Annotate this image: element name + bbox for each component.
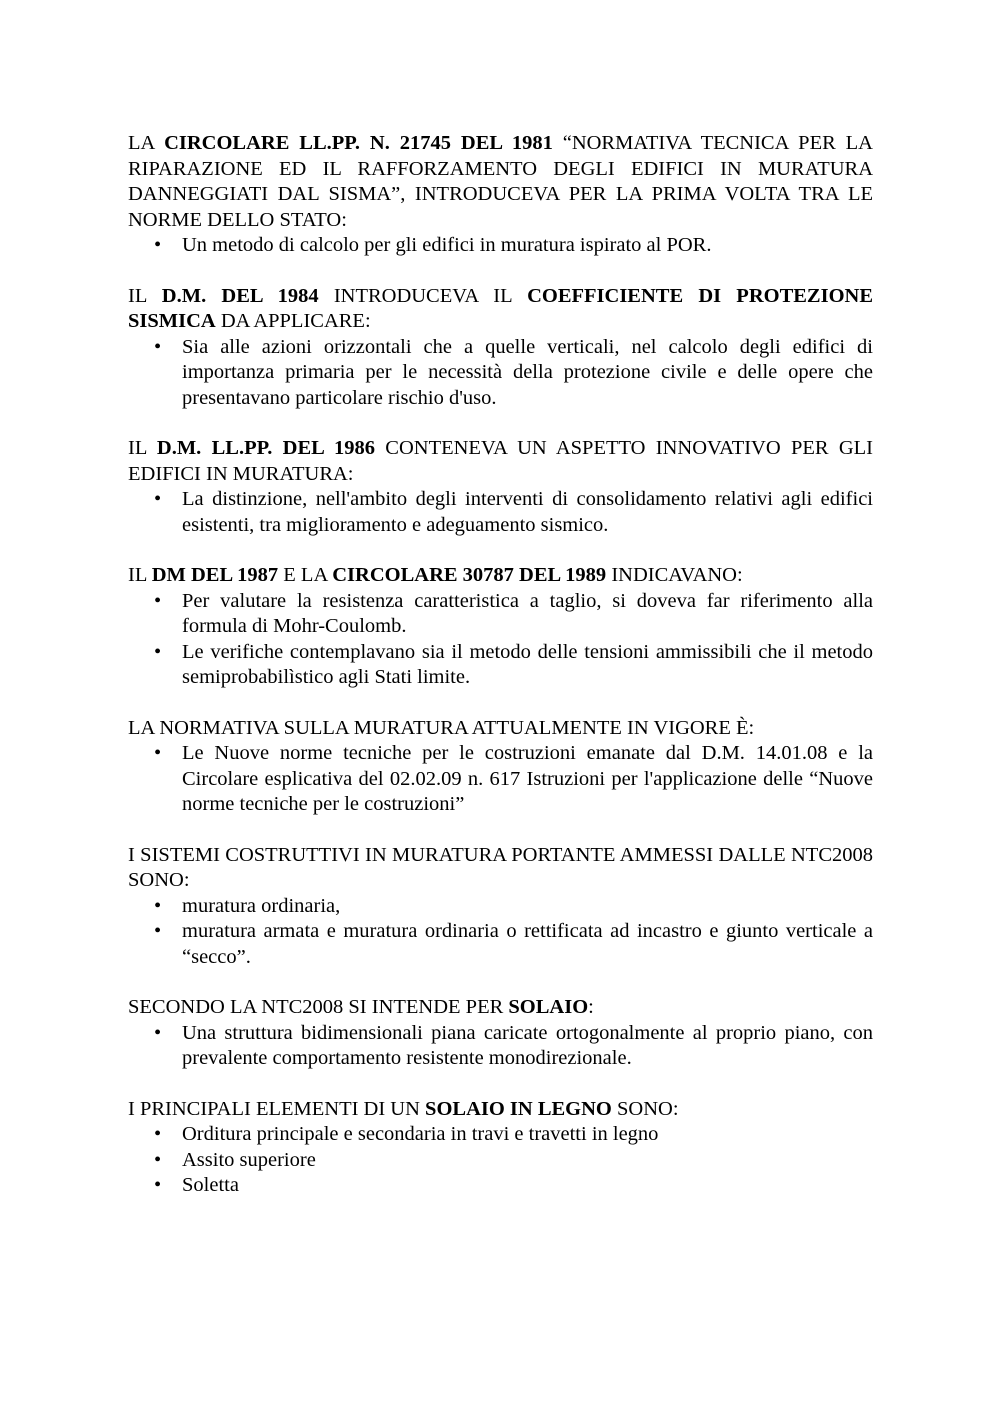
bullet-icon: • [154,589,162,612]
bullet-icon: • [154,1148,162,1171]
bullet-icon: • [154,335,162,358]
heading-text: I SISTEMI COSTRUTTIVI IN MURATURA PORTANTE AMMESSI DALLE NTC2008 SONO: [128,843,873,891]
list-item [128,233,873,259]
heading-text: INTRODUCEVA IL [318,284,528,307]
heading-text: CONTENEVA UN ASPETTO INNOVATIVO PER GLI EDIFICI IN MURATURA: [128,437,873,485]
list-item-text: Le Nuove norme tecniche per le costruzioni emanate dal D.M. 14.01.08 e la Circolare esplicativa del 02.02.09 n. 617 Istruzioni per l'applicazione delle “Nuove norme tecniche per le costruzioni” [182,742,873,815]
bullet-list [128,1122,873,1199]
bullet-list [128,1021,873,1072]
list-item-text: Orditura principale e secondaria in travi e travetti in legno [182,1123,659,1145]
list-item-text: Un metodo di calcolo per gli edifici in muratura ispirato al POR. [182,234,712,256]
heading-text: IL [128,284,162,307]
list-item [128,589,873,640]
list-item-text: Assito superiore [182,1148,316,1171]
heading-text: LA [128,132,165,154]
section-heading [128,716,873,742]
heading-text: IL [128,564,152,586]
heading-text: E LA [278,564,333,586]
section-heading [128,995,873,1021]
list-item [128,1148,873,1174]
bullet-icon: • [154,1174,162,1196]
section-dm-1986 [128,436,873,538]
section-heading [128,436,873,487]
list-item-text: Per valutare la resistenza caratteristica a taglio, si doveva far riferimento alla formula di Mohr-Coulomb. [182,589,873,637]
list-item [128,1122,873,1148]
heading-bold-text: D.M. LL.PP. DEL 1986 [156,437,375,459]
list-item-text: Una struttura bidimensionali piana caricate ortogonalmente al proprio piano, con prevalente comportamento resistente monodirezionale. [182,1021,873,1069]
heading-text: I PRINCIPALI ELEMENTI DI UN [128,1097,426,1120]
heading-bold-text: SOLAIO IN LEGNO [425,1097,612,1120]
document-page [128,131,873,1224]
list-item [128,1021,873,1072]
list-item [128,741,873,818]
section-circolare-1981 [128,131,873,259]
list-item-text: La distinzione, nell'ambito degli interventi di consolidamento relativi agli edifici esistenti, tra miglioramento e adeguamento sismico. [182,488,873,536]
heading-text: “NORMATIVA TECNICA PER LA RIPARAZIONE ED IL RAFFORZAMENTO DEGLI EDIFICI IN MURATURA DANNEGGIATI DAL SISMA”, INTRODUCEVA PER LA PRIMA VOLTA TRA LE NORME DELLO STATO: [128,132,873,231]
list-item-text: Soletta [182,1174,239,1196]
heading-text: : [588,996,594,1018]
section-normativa-vigore [128,716,873,818]
heading-text: LA NORMATIVA SULLA MURATURA ATTUALMENTE IN VIGORE È: [128,716,755,739]
bullet-list [128,894,873,971]
bullet-icon: • [154,894,162,917]
bullet-icon: • [154,234,162,256]
section-heading [128,284,873,335]
bullet-list [128,741,873,818]
section-heading [128,563,873,589]
section-dm-1984 [128,284,873,412]
section-dm-1987 [128,563,873,691]
section-solaio [128,995,873,1072]
list-item [128,640,873,691]
heading-bold-text: D.M. DEL 1984 [161,284,319,307]
bullet-icon: • [154,488,162,510]
section-heading [128,1097,873,1123]
list-item [128,919,873,970]
list-item [128,1173,873,1199]
heading-bold-text: CIRCOLARE LL.PP. N. 21745 DEL 1981 [164,132,553,154]
bullet-list [128,233,873,259]
list-item [128,335,873,412]
list-item-text: Le verifiche contemplavano sia il metodo delle tensioni ammissibili che il metodo semiprobabilìstico agli Stati limite. [182,640,873,688]
heading-bold-text: COEFFICIENTE DI PROTEZIONE SISMICA [128,284,874,332]
list-item-text: Sia alle azioni orizzontali che a quelle verticali, nel calcolo degli edifici di importanza primaria per le necessità della protezione civile e delle opere che presentavano particolare rischio d'uso. [182,335,873,409]
section-sistemi-costruttivi [128,843,873,971]
heading-bold-text: SOLAIO [508,996,589,1018]
list-item [128,487,873,538]
heading-bold-text: DM DEL 1987 [151,564,279,586]
bullet-list [128,335,873,412]
bullet-icon: • [154,742,162,764]
bullet-list [128,487,873,538]
section-solaio-legno [128,1097,873,1199]
heading-text: SECONDO LA NTC2008 SI INTENDE PER [128,996,509,1018]
list-item-text: muratura armata e muratura ordinaria o rettificata ad incastro e giunto verticale a “secco”. [182,920,873,968]
section-heading [128,843,873,894]
list-item-text: muratura ordinaria, [182,894,341,917]
heading-text: DA APPLICARE: [215,310,371,332]
heading-text: IL [128,437,157,459]
list-item [128,894,873,920]
bullet-icon: • [154,640,162,663]
bullet-icon: • [154,920,162,942]
section-heading [128,131,873,233]
bullet-list [128,589,873,691]
heading-bold-text: CIRCOLARE 30787 DEL 1989 [332,564,607,586]
bullet-icon: • [154,1123,162,1145]
bullet-icon: • [154,1021,162,1044]
heading-text: INDICAVANO: [606,564,743,586]
heading-text: SONO: [611,1097,679,1120]
